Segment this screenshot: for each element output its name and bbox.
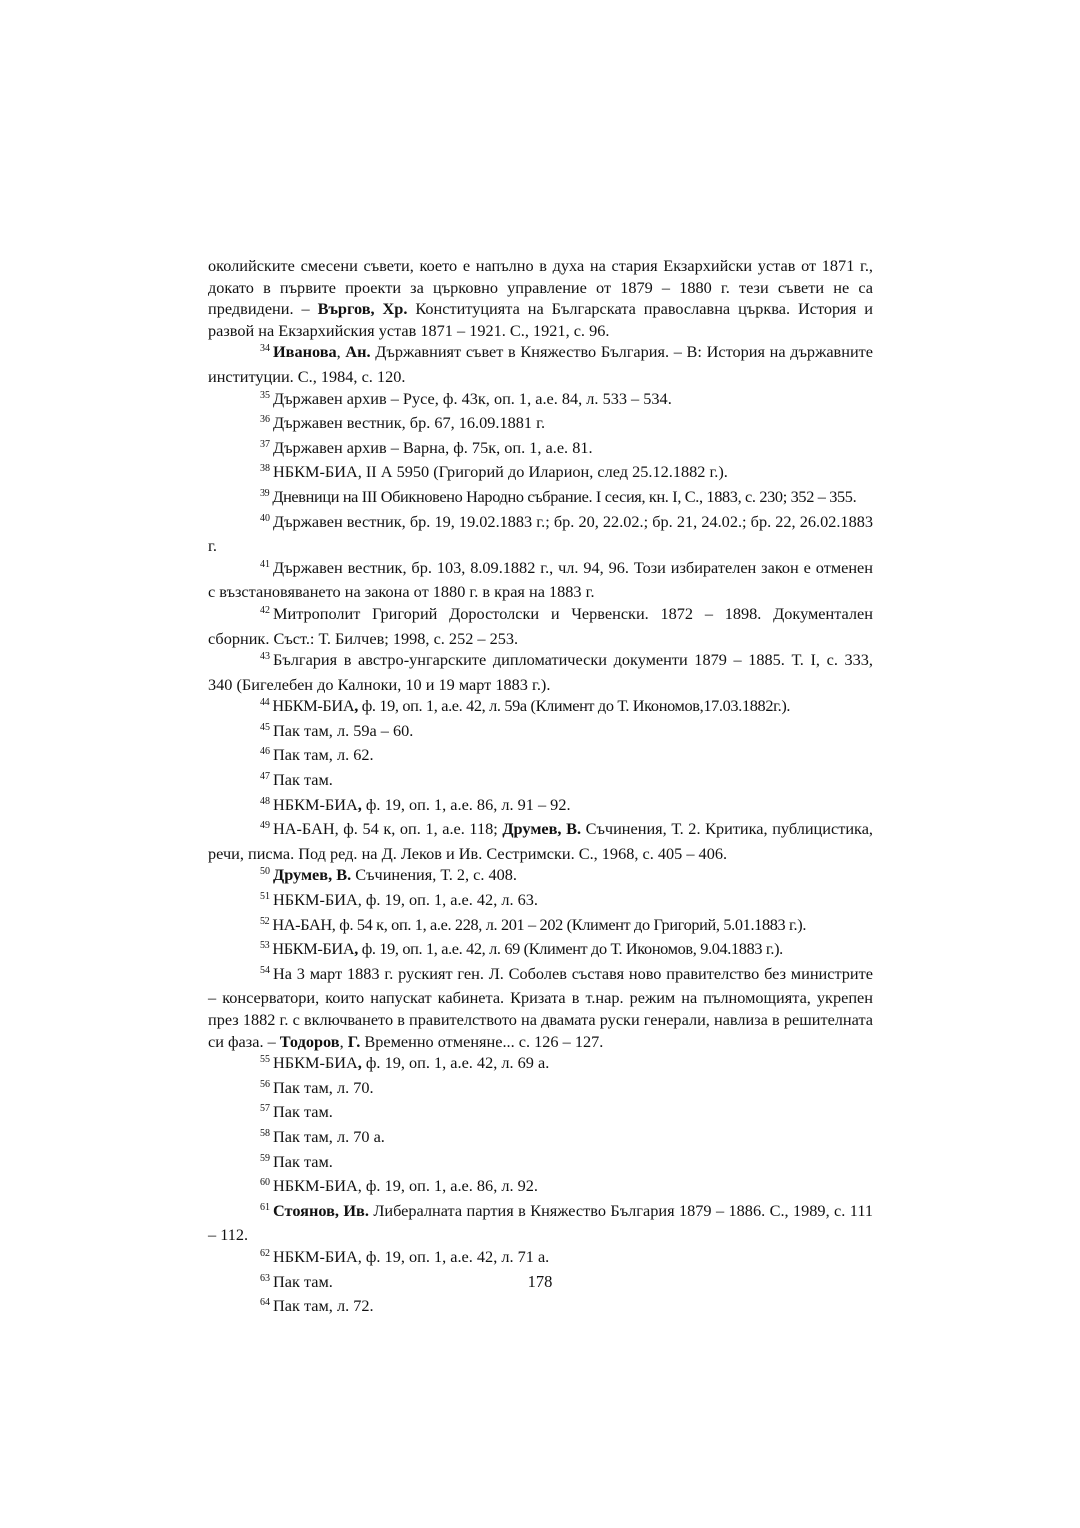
footnote-text: ф. 19, оп. 1, а.е. 86, л. 91 – 92. [361,794,571,814]
footnote [208,914,873,939]
footnote-number: 57 [260,1103,270,1115]
footnote-number: 59 [260,1152,270,1164]
footnote [208,511,873,557]
footnote-text: Държавен вестник, бр. 67, 16.09.1881 г. [273,413,546,433]
footnote-number: 47 [260,771,270,783]
footnote-text: Пак там, л. 59а – 60. [273,720,414,740]
footnote-text: Либералната партия в Княжество България 1879 – 1886. С., 1989, с. 111 – 112. [208,1200,873,1245]
footnote-number: 61 [260,1201,270,1213]
footnote [208,1200,873,1246]
footnote-text: Съчинения, Т. 2. Критика, публицистика, речи, писма. Под ред. на Д. Леков и Ив. Сестримски. С., 1968, с. 405 – 406. [208,819,873,863]
footnote [208,255,873,341]
footnote-text: Митрополит Григорий Доростолски и Червенски. 1872 – 1898. Документален сборник. Съст.: Т. Билчев; 1998, с. 252 – 253. [208,603,873,648]
footnote [208,388,873,413]
footnote-author: Тодоров [279,1031,340,1051]
footnote-number: 63 [260,1272,270,1284]
footnote-text: Дневници на III Обикновено Народно събрание. I сесия, кн. I, С., 1883, с. 230; 352 – 355. [272,486,857,506]
footnote-text: Пак там. [273,1151,333,1171]
footnote [208,794,873,819]
footnote-text: НА-БАН, ф. 54 к, оп. 1, а.е. 118; [273,819,503,839]
footnote-text: околийските смесени съвети, което е напълно в духа на стария Екзархийски устав от 1871 г., докато в първите проекти за църковно управление от 1879 – 1880 г. тези съвети не са предвидени. – [208,256,873,319]
footnote-author: Друмев, В. [273,865,352,885]
footnote [208,1246,873,1271]
footnote-text: ф. 19, оп. 1, а.е. 42, л. 69 (Климент до Т. Икономов, 9.04.1883 г.). [357,939,783,959]
footnote-text: България в австро-унгарските дипломатически документи 1879 – 1885. Т. I, с. 333, 340 (Бигелебен до Калноки, 10 и 19 март 1883 г.). [208,650,873,694]
footnote-text: ф. 19, оп. 1, а.е. 42, л. 59а (Климент до Т. Икономов,17.03.1882г.). [357,696,791,716]
footnote-text: , [339,1031,348,1051]
footnote [208,1077,873,1102]
footnote-number: 52 [260,915,270,927]
footnote-number: 48 [260,795,270,807]
footnote [208,1052,873,1077]
footnote-text: НБКМ-БИА, II А 5950 (Григорий до Иларион, след 25.12.1882 г.). [273,462,728,482]
footnote [208,557,873,603]
footnote [208,437,873,462]
footnote [208,744,873,769]
footnote-number: 37 [260,438,270,450]
footnote [208,341,873,387]
page-number: 178 [527,1272,553,1291]
footnote-text: НБКМ-БИА [272,939,355,959]
footnote-number: 41 [260,558,270,570]
footnote-number: 64 [260,1297,270,1309]
footnote-text: Държавният съвет в Княжество България. – В: История на държавните институции. С., 1984, с. 120. [208,342,874,386]
footnote-number: 51 [260,891,270,903]
footnote-number: 60 [260,1177,270,1189]
footnote-number: 56 [260,1078,270,1090]
footnote-text: Пак там. [273,1271,333,1291]
footnote-text: НБКМ-БИА [272,696,355,716]
footnote [208,412,873,437]
footnote-number: 42 [260,604,270,616]
footnote-text: НБКМ-БИА [273,794,358,814]
footnote [208,864,873,889]
footnote [208,1126,873,1151]
footnote-author: , [354,696,358,716]
footnote-number: 35 [260,389,270,401]
footnote [208,769,873,794]
footnote-author: Въргов, Хр. [317,299,408,319]
footnote-text: На 3 март 1883 г. руският ген. Л. Соболев съставя ново правителство без министрите – консерватори, които напускат кабинета. Кризата в т.нар. режим на пълномощията, укрепен през 1882 г. с включването в правителството на двамата руски генерали, навлиза в решителната си фаза. – [208,963,873,1051]
footnote-author: , [354,939,358,959]
footnote-text: Държавен архив – Русе, ф. 43к, оп. 1, а.е. 84, л. 533 – 534. [273,388,672,408]
footnote [208,1151,873,1176]
footnote-text: Пак там. [273,1102,333,1122]
footnote-number: 50 [260,866,270,878]
footnote-number: 62 [260,1247,270,1259]
footnote-number: 54 [260,964,270,976]
footnote-number: 36 [260,414,270,426]
footnote-number: 44 [260,697,270,709]
footnote-number: 58 [260,1127,270,1139]
footnote-text: Конституцията на Българската православна църква. История и развой на Екзархийския устав 1871 – 1921. С., 1921, с. 96. [208,299,873,340]
footnote-text: Държавен архив – Варна, ф. 75к, оп. 1, а.е. 81. [273,437,593,457]
footnote-text: НБКМ-БИА, ф. 19, оп. 1, а.е. 42, л. 71 а. [273,1246,550,1266]
footnote-number: 40 [260,512,270,524]
footnote [208,486,873,511]
footnote [208,649,873,695]
footnote-text: Пак там. [273,770,333,790]
footnote [208,818,873,864]
footnote [208,603,873,649]
footnote-text: , [336,342,346,362]
footnote [208,461,873,486]
footnotes-list [208,255,873,1320]
footnote-text: НА-БАН, ф. 54 к, оп. 1, а.е. 228, л. 201 – 202 (Климент до Григорий, 5.01.1883 г.). [272,914,807,934]
footnote-text: НБКМ-БИА [273,1053,358,1073]
footnote-text: Държавен вестник, бр. 103, 8.09.1882 г., чл. 94, 96. Този избирателен закон е отменен с възстановяването на закона от 1880 г. в края на 1883 г. [208,557,873,602]
footnote-number: 43 [260,651,270,663]
footnote-number: 46 [260,746,270,758]
footnote-author: Г. [347,1031,361,1051]
footnote-text: Пак там, л. 70 а. [273,1126,385,1146]
footnote-number: 45 [260,721,270,733]
footnote-number: 38 [260,463,270,475]
footnote-text: Пак там, л. 70. [273,1077,374,1097]
footnote-author: Друмев, В. [502,819,582,839]
footnote [208,1295,873,1320]
footnote-text: Пак там, л. 62. [273,745,374,765]
footnote-number: 55 [260,1054,270,1066]
footnote [208,1101,873,1126]
footnote-author: Иванова [273,342,337,362]
footnote-text: Пак там, л. 72. [273,1296,374,1316]
footnote [208,938,873,963]
footnote [208,889,873,914]
footnote-text: ф. 19, оп. 1, а.е. 42, л. 69 а. [361,1053,550,1073]
footnote-text: Държавен вестник, бр. 19, 19.02.1883 г.; бр. 20, 22.02.; бр. 21, 24.02.; бр. 22, 26.02.1883 г. [208,511,873,556]
footnote-text: Съчинения, Т. 2, с. 408. [351,865,517,885]
footnote-text: НБКМ-БИА, ф. 19, оп. 1, а.е. 86, л. 92. [273,1176,538,1196]
footnote-number: 39 [260,487,270,499]
footnote [208,963,873,1052]
footnote-author: , [357,1053,362,1073]
footnote [208,695,873,720]
footnote [208,1175,873,1200]
footnote-number: 49 [260,820,270,832]
footnote-number: 34 [260,343,270,355]
footnote-author: Стоянов, Ив. [273,1200,369,1220]
footnote-author: , [357,794,362,814]
footnote-number: 53 [260,940,270,952]
footnote-author: Ан. [345,342,371,362]
footnote-text: НБКМ-БИА, ф. 19, оп. 1, а.е. 42, л. 63. [273,890,538,910]
footnote [208,720,873,745]
footnote-text: Временно отменяне... с. 126 – 127. [360,1031,604,1051]
